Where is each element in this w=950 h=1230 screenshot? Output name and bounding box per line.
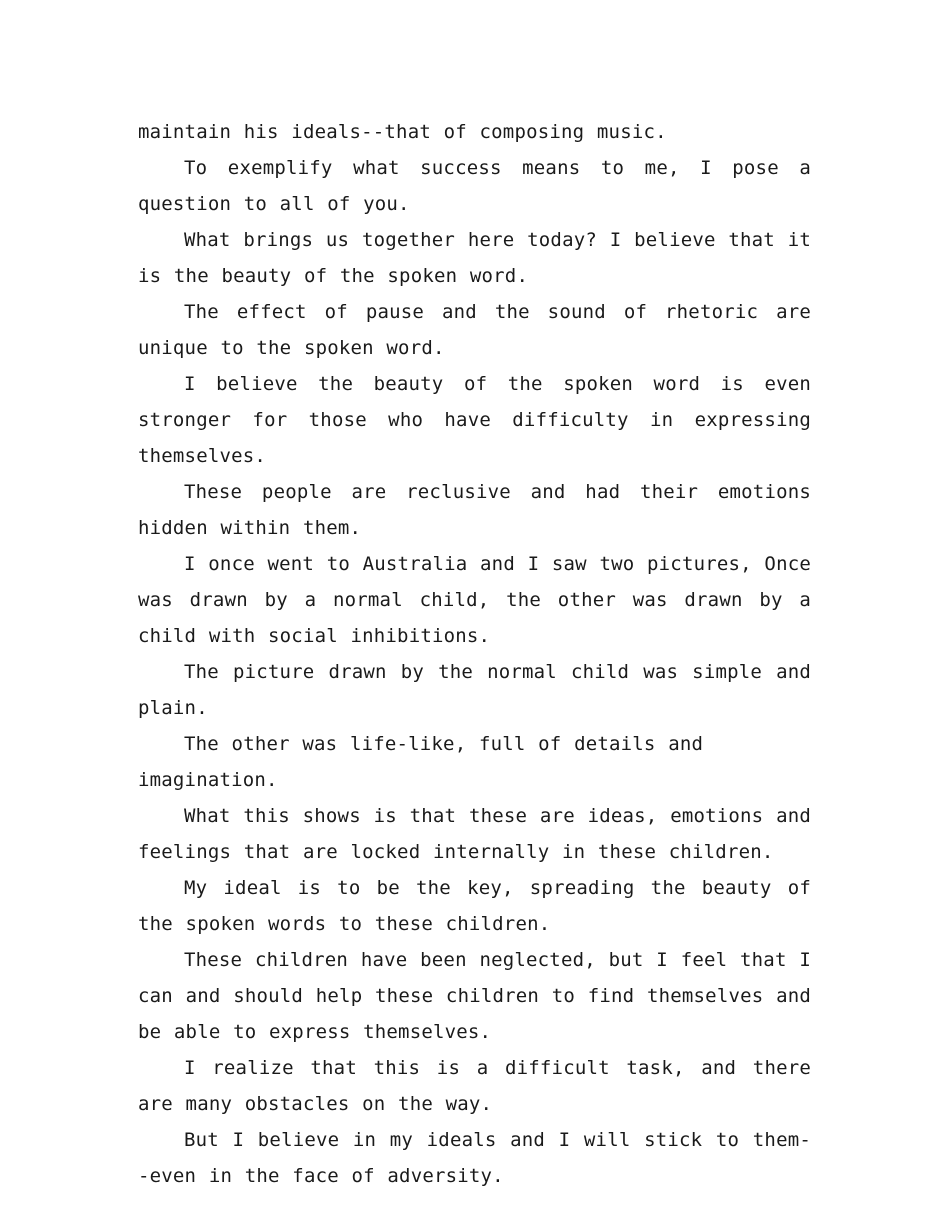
paragraph: But I believe in my ideals and I will stick to them--even in the face of adversity. — [138, 1129, 811, 1187]
paragraph-continuation: maintain his ideals--that of composing music. — [138, 121, 667, 143]
paragraph: The effect of pause and the sound of rhetoric are unique to the spoken word. — [138, 301, 811, 359]
paragraph: I realize that this is a difficult task, and there are many obstacles on the way. — [138, 1057, 811, 1115]
paragraph: I once went to Australia and I saw two pictures, Once was drawn by a normal child, the other was drawn by a child with social inhibitions. — [138, 553, 811, 647]
paragraph: These people are reclusive and had their emotions hidden within them. — [138, 481, 811, 539]
document-page — [138, 114, 811, 1194]
paragraph: What brings us together here today? I believe that it is the beauty of the spoken word. — [138, 229, 811, 287]
paragraph: To exemplify what success means to me, I pose a question to all of you. — [138, 157, 811, 215]
paragraph: The picture drawn by the normal child was simple and plain. — [138, 661, 811, 719]
paragraph: The other was life-like, full of details and imagination. — [138, 733, 704, 791]
paragraph: These children have been neglected, but I feel that I can and should help these children to find themselves and be able to express themselves. — [138, 949, 811, 1043]
paragraph: My ideal is to be the key, spreading the beauty of the spoken words to these children. — [138, 877, 811, 935]
paragraph: I believe the beauty of the spoken word is even stronger for those who have difficulty in expressing themselves. — [138, 373, 811, 467]
paragraph: What this shows is that these are ideas, emotions and feelings that are locked internally in these children. — [138, 805, 811, 863]
